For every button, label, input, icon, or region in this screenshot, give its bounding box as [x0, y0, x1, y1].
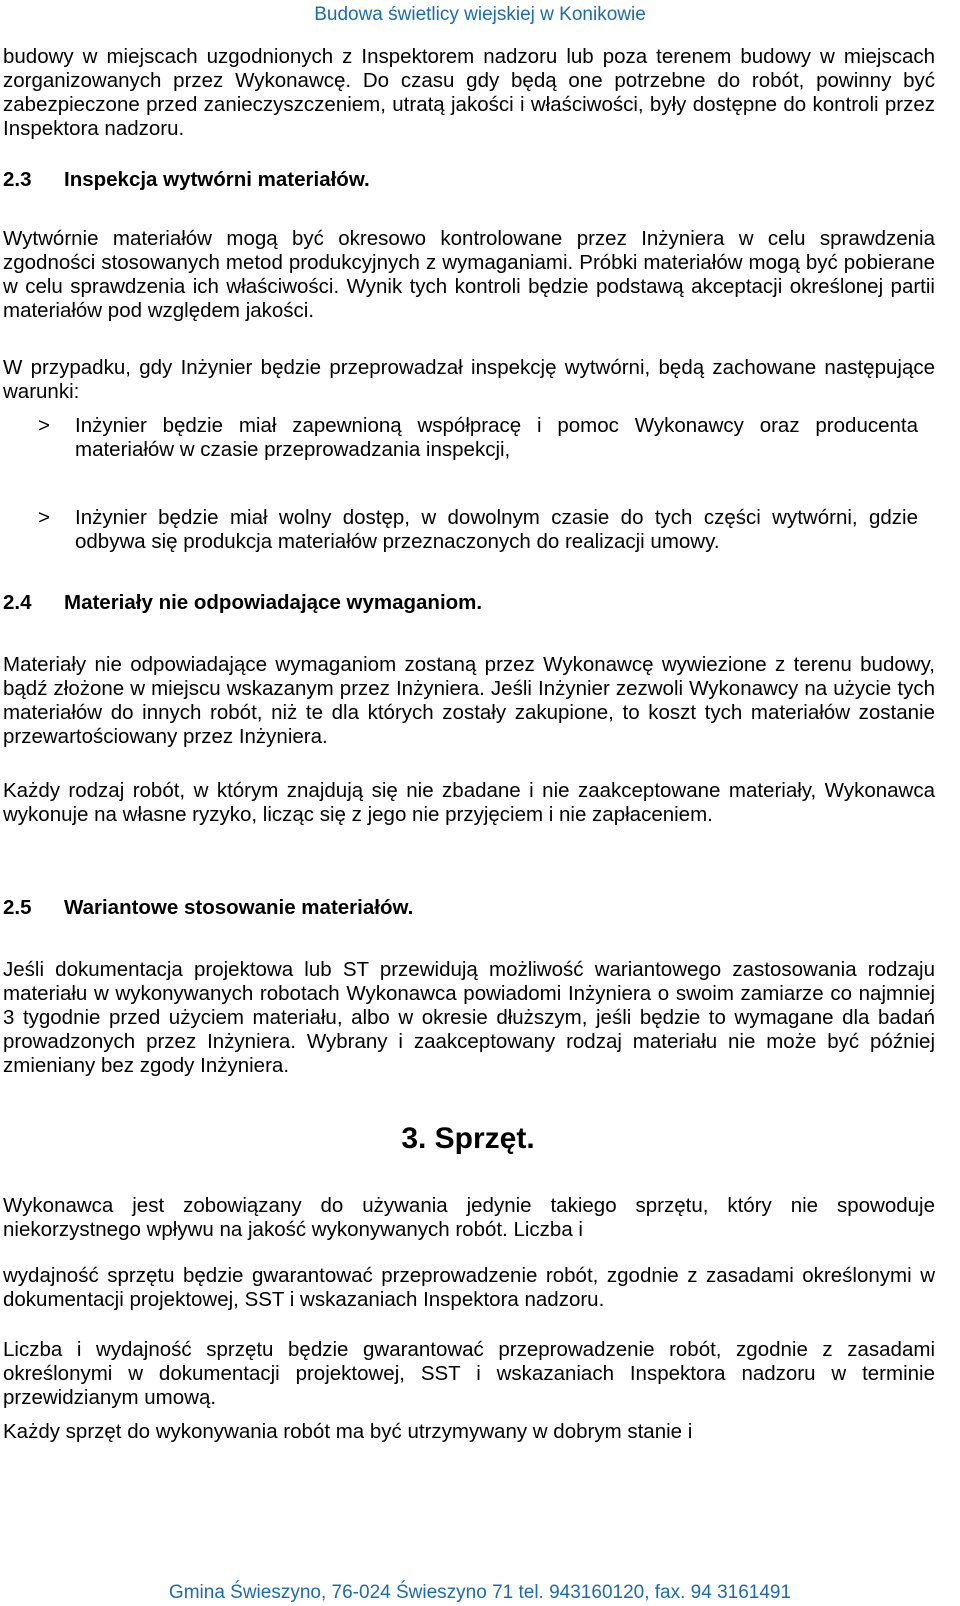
page-header: Budowa świetlicy wiejskiej w Konikowie	[314, 4, 646, 25]
section-heading-2-4	[3, 591, 482, 615]
paragraph-inspection: Wytwórnie materiałów mogą być okresowo kontrolowane przez Inżyniera w celu sprawdzenia zgodności stosowanych metod produkcyjnych z wymaganiami. Próbki materiałów mogą być pobierane w celu sprawdzenia ich właściwości. Wynik tych kontroli będzie podstawą akceptacji określonej partii materiałów pod względem jakości.	[3, 227, 935, 322]
section-title: Wariantowe stosowanie materiałów.	[64, 896, 414, 919]
section-number: 2.5	[3, 896, 32, 919]
paragraph-nonconforming: Materiały nie odpowiadające wymaganiom zostaną przez Wykonawcę wywiezione z terenu budowy, bądź złożone w miejscu wskazanym przez Inżyniera. Jeśli Inżynier zezwoli Wykonawcy na użycie tych materiałów do innych robót, niż te dla których zostały zakupione, to koszt tych materiałów zostanie przewartościowany przez Inżyniera.	[3, 653, 935, 748]
list-item-text: Inżynier będzie miał zapewnioną współpracę i pomoc Wykonawcy oraz producenta materiałów w czasie przeprowadzania inspekcji,	[75, 414, 918, 461]
list-item	[38, 506, 918, 554]
paragraph-variant: Jeśli dokumentacja projektowa lub ST przewidują możliwość wariantowego zastosowania rodzaju materiału w wykonywanych robotach Wykonawca powiadomi Inżyniera o swoim zamiarze co najmniej 3 tygodnie przed użyciem materiału, albo w okresie dłuższym, jeśli będzie to wymagane dla badań prowadzonych przez Inżyniera. Wybrany i zaakceptowany rodzaj materiału nie może być później zmieniany bez zgody Inżyniera.	[3, 958, 935, 1077]
section-title: Materiały nie odpowiadające wymaganiom.	[64, 591, 483, 614]
section-number: 2.4	[3, 591, 32, 614]
section-number: 2.3	[3, 168, 32, 191]
list-item-text: Inżynier będzie miał wolny dostęp, w dowolnym czasie do tych części wytwórni, gdzie odbywa się produkcja materiałów przeznaczonych do realizacji umowy.	[75, 506, 918, 553]
page-footer: Gmina Świeszyno, 76-024 Świeszyno 71 tel. 943160120, fax. 94 3161491	[168, 1582, 792, 1603]
section-title: Inspekcja wytwórni materiałów.	[64, 168, 370, 191]
paragraph-conditions: W przypadku, gdy Inżynier będzie przeprowadzał inspekcję wytwórni, będą zachowane następujące warunki:	[3, 356, 935, 403]
paragraph-risk: Każdy rodzaj robót, w którym znajdują się nie zbadane i nie zaakceptowane materiały, Wykonawca wykonuje na własne ryzyko, licząc się z jego nie przyjęciem i nie zapłaceniem.	[3, 779, 935, 826]
paragraph-equipment-4: Każdy sprzęt do wykonywania robót ma być utrzymywany w dobrym stanie i	[3, 1420, 693, 1443]
chapter-heading-equipment: 3. Sprzęt.	[401, 1122, 535, 1155]
paragraph-equipment-2: wydajność sprzętu będzie gwarantować przeprowadzenie robót, zgodnie z zasadami określonymi w dokumentacji projektowej, SST i wskazaniach Inspektora nadzoru.	[3, 1264, 935, 1311]
paragraph-equipment-1: Wykonawca jest zobowiązany do używania jedynie takiego sprzętu, który nie spowoduje niekorzystnego wpływu na jakość wykonywanych robót. Liczba i	[3, 1194, 935, 1241]
paragraph-equipment-3: Liczba i wydajność sprzętu będzie gwarantować przeprowadzenie robót, zgodnie z zasadami określonymi w dokumentacji projektowej, SST i wskazaniach Inspektora nadzoru w terminie przewidzianym umową.	[3, 1338, 935, 1409]
section-heading-2-3	[3, 168, 370, 192]
section-heading-2-5	[3, 896, 413, 920]
bullet-marker: >	[38, 414, 50, 437]
bullet-marker: >	[38, 506, 50, 529]
list-item	[38, 414, 918, 462]
paragraph-intro: budowy w miejscach uzgodnionych z Inspektorem nadzoru lub poza terenem budowy w miejscach zorganizowanych przez Wykonawcę. Do czasu gdy będą one potrzebne do robót, powinny być zabezpieczone przed zanieczyszczeniem, utratą jakości i właściwości, były dostępne do kontroli przez Inspektora nadzoru.	[3, 45, 935, 140]
